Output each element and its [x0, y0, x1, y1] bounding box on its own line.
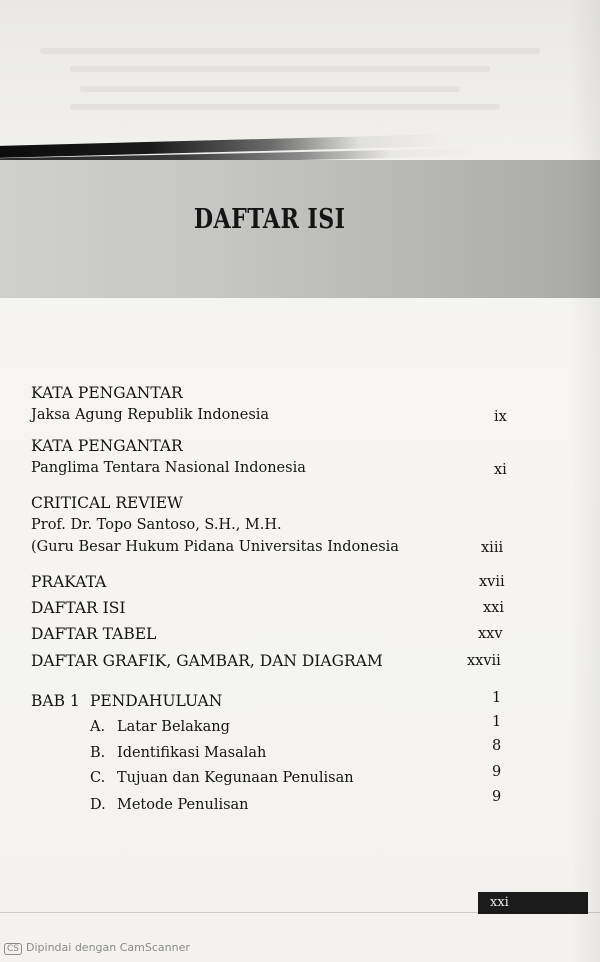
bleed-through-area [0, 0, 600, 150]
toc-item-latar-belakang: Latar Belakang [117, 719, 230, 735]
scanner-watermark [4, 941, 190, 955]
toc-page-daftar-isi: xxi [483, 600, 504, 616]
footer-page-number: xxi [478, 892, 588, 914]
toc-bab-number: BAB 1 [31, 692, 80, 710]
toc-page-bab1: 1 [492, 690, 502, 706]
toc-heading-daftar-isi: DAFTAR ISI [31, 599, 126, 617]
page-title: DAFTAR ISI [193, 204, 346, 235]
toc-sub-jaksa-agung: Jaksa Agung Republik Indonesia [31, 407, 270, 423]
toc-item-letter: B. [90, 745, 106, 761]
toc-item-metode-penulisan: Metode Penulisan [117, 797, 249, 813]
toc-page-kp2: xi [494, 462, 507, 478]
toc-heading-daftar-grafik: DAFTAR GRAFIK, GAMBAR, DAN DIAGRAM [31, 652, 383, 670]
toc-page-kp1: ix [494, 409, 507, 425]
toc-sub-panglima-tni: Panglima Tentara Nasional Indonesia [31, 460, 306, 476]
toc-item-identifikasi-masalah: Identifikasi Masalah [117, 745, 267, 761]
toc-heading-prakata: PRAKATA [31, 573, 107, 591]
toc-bab-title: PENDAHULUAN [90, 692, 223, 710]
camscanner-badge-icon: CS [4, 943, 22, 955]
toc-item-page: 9 [492, 789, 502, 805]
toc-item-page: 8 [492, 738, 502, 754]
toc-heading-critical-review: CRITICAL REVIEW [31, 494, 183, 512]
toc-item-page: 1 [492, 714, 502, 730]
toc-item-letter: D. [90, 797, 106, 813]
toc-item-page: 9 [492, 764, 502, 780]
toc-heading-kata-pengantar-1: KATA PENGANTAR [31, 384, 183, 402]
page-edge-shadow [570, 0, 600, 962]
toc-item-tujuan-kegunaan: Tujuan dan Kegunaan Penulisan [117, 770, 354, 786]
toc-page-daftar-grafik: xxvii [467, 653, 501, 669]
toc-heading-kata-pengantar-2: KATA PENGANTAR [31, 437, 183, 455]
toc-sub-topo-santoso: Prof. Dr. Topo Santoso, S.H., M.H. [31, 517, 282, 533]
toc-page-prakata: xvii [479, 574, 505, 590]
toc-heading-daftar-tabel: DAFTAR TABEL [31, 625, 157, 643]
toc-page-cr: xiii [481, 540, 504, 556]
watermark-text: Dipindai dengan CamScanner [26, 941, 190, 954]
toc-item-letter: C. [90, 770, 106, 786]
toc-page-daftar-tabel: xxv [478, 626, 503, 642]
toc-item-letter: A. [90, 719, 106, 735]
toc-sub-guru-besar: (Guru Besar Hukum Pidana Universitas Indonesia [31, 539, 399, 555]
